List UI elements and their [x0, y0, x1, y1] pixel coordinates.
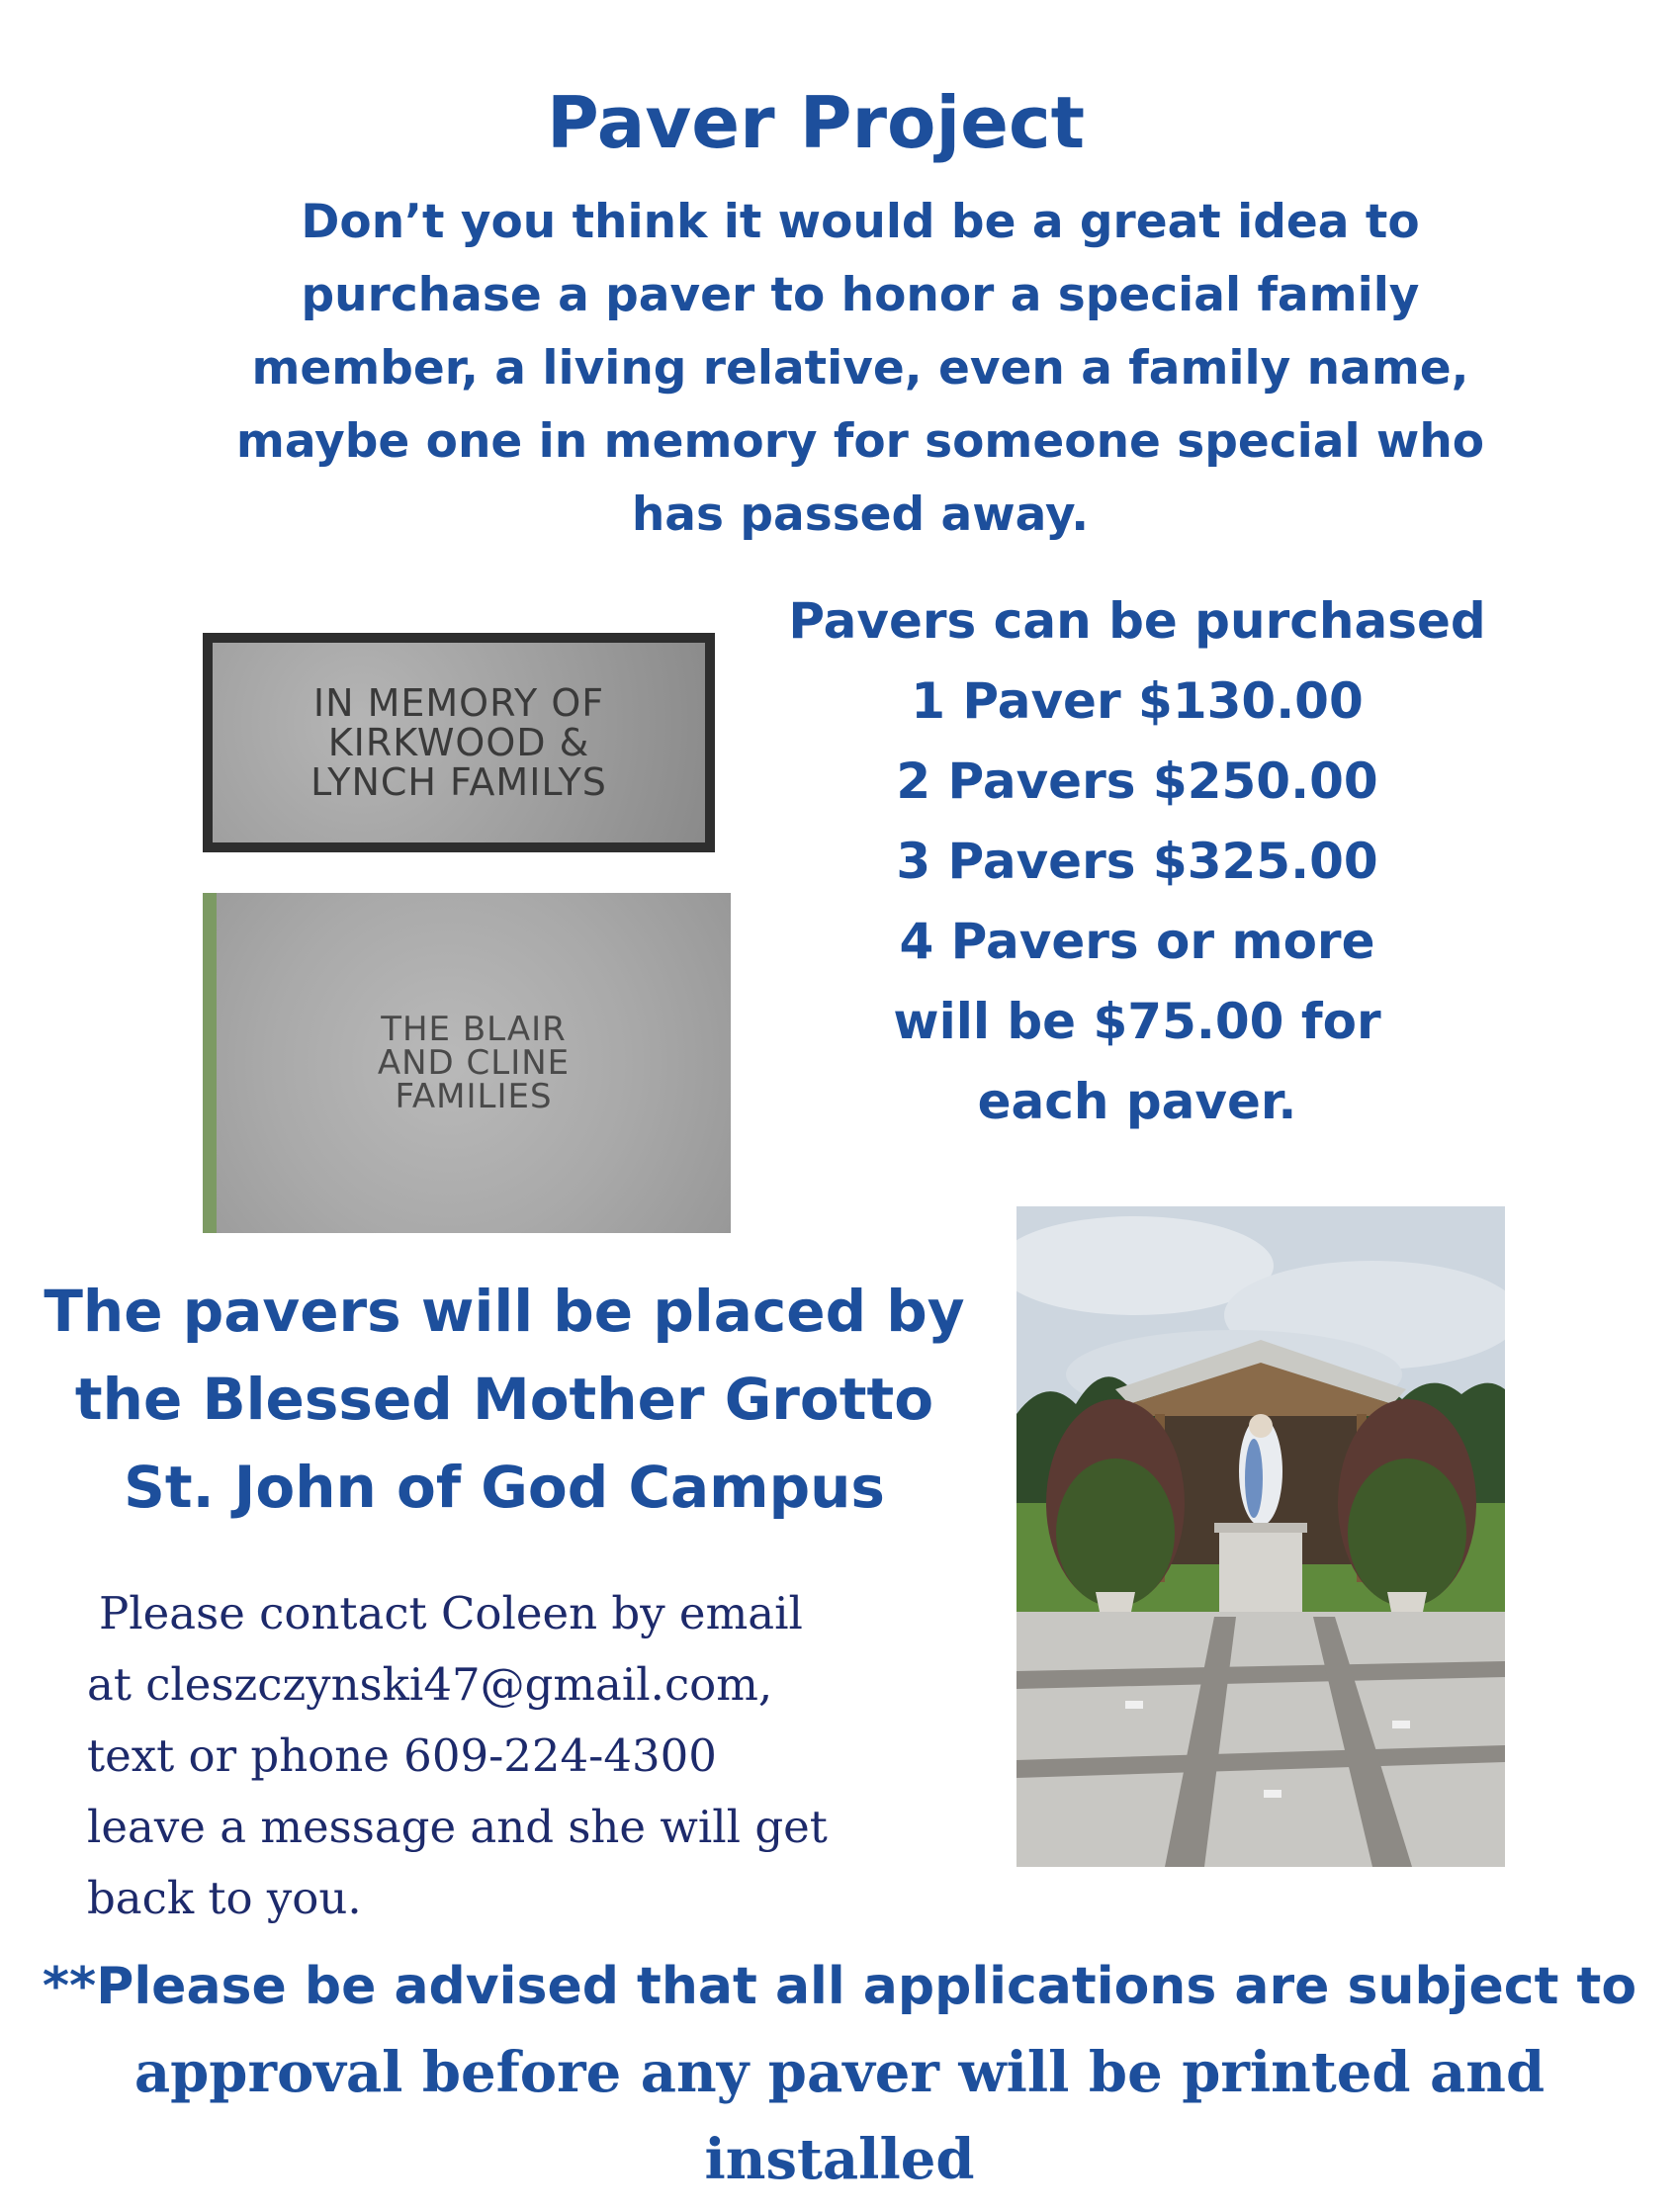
engraving-line: KIRKWOOD &	[327, 721, 590, 764]
approval-note	[0, 1944, 1679, 2203]
contact-phone-line: text or phone 609-224-4300	[87, 1729, 717, 1782]
placement-line: St. John of God Campus	[124, 1454, 885, 1521]
engraving-line: IN MEMORY OF	[312, 681, 605, 725]
engraving-line: THE BLAIR	[381, 1010, 567, 1049]
intro-paragraph	[158, 186, 1562, 552]
price-item: 1 Paver $130.00	[911, 672, 1364, 730]
note-line: approval before any paver will be printed and	[133, 2040, 1546, 2105]
intro-line: purchase a paver to honor a special family	[301, 268, 1420, 322]
engraving-line: AND CLINE	[377, 1043, 571, 1083]
note-line: **Please be advised that all applications are subject to	[42, 1957, 1637, 2016]
contact-info	[87, 1578, 898, 1934]
paver-photo-blair-cline	[203, 893, 731, 1233]
contact-line: Please contact Coleen by email	[99, 1587, 803, 1639]
pricing-list	[751, 581, 1523, 1142]
paver-engraving	[377, 1010, 571, 1116]
price-item: 2 Pavers $250.00	[896, 752, 1378, 810]
placement-line: the Blessed Mother Grotto	[74, 1366, 934, 1433]
contact-email-line: at cleszczynski47@gmail.com,	[87, 1658, 773, 1711]
grotto-photo	[1016, 1206, 1505, 1867]
intro-line: Don’t you think it would be a great idea to	[301, 195, 1420, 249]
placement-text	[40, 1268, 969, 1532]
pricing-heading: Pavers can be purchased	[788, 592, 1486, 650]
page-title: Paver Project	[546, 81, 1086, 164]
contact-line: leave a message and she will get	[87, 1801, 828, 1853]
intro-line: member, a living relative, even a family name,	[251, 341, 1469, 396]
contact-line: back to you.	[87, 1872, 362, 1924]
price-item: 4 Pavers or more	[899, 913, 1375, 970]
price-item: each paver.	[977, 1073, 1297, 1130]
paver-photo-kirkwood-lynch	[203, 633, 715, 852]
engraving-line: FAMILIES	[395, 1077, 553, 1116]
paver-engraving	[310, 683, 607, 802]
intro-line: has passed away.	[631, 487, 1090, 542]
engraving-line: LYNCH FAMILYS	[310, 760, 607, 804]
intro-line: maybe one in memory for someone special who	[235, 414, 1485, 469]
note-line: installed	[704, 2127, 975, 2192]
placement-line: The pavers will be placed by	[44, 1278, 965, 1345]
price-item: will be $75.00 for	[893, 993, 1381, 1050]
price-item: 3 Pavers $325.00	[896, 833, 1378, 890]
